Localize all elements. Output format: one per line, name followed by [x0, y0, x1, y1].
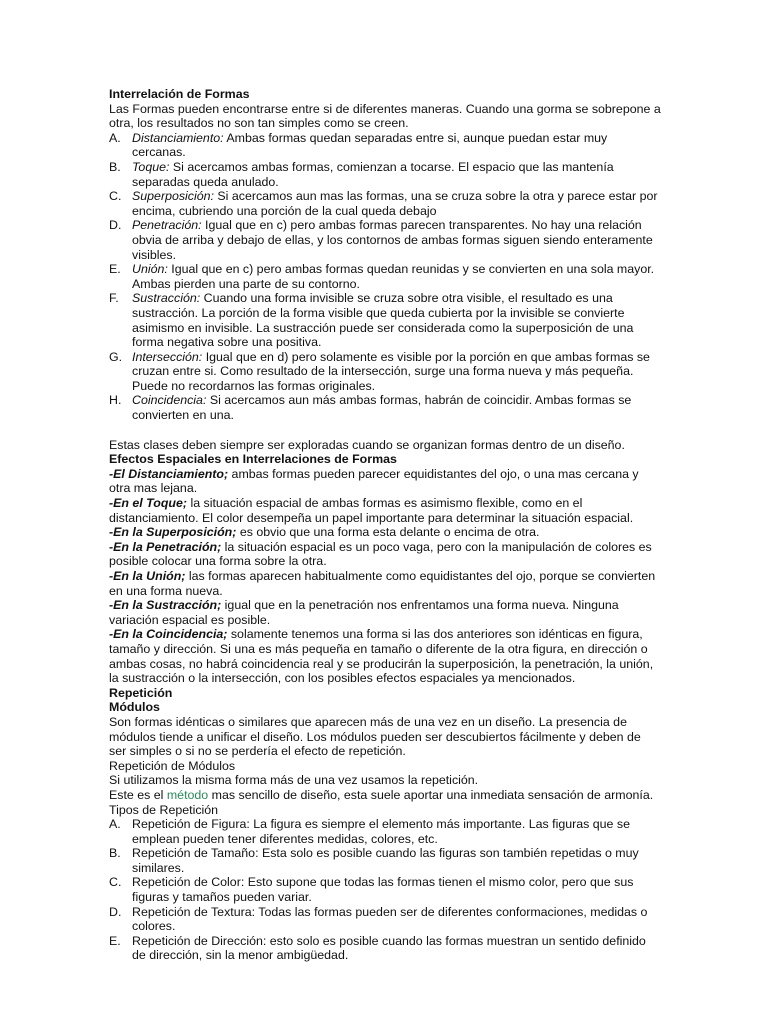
subheading-modulos: Módulos	[109, 700, 160, 715]
term-description: Igual que en d) pero solamente es visible por la porción en que ambas formas se cruzan entre si. Como resultado de la intersección, surge una forma nueva y más pequeña. Puede no recordarnos las formas originales.	[132, 349, 650, 393]
list-item	[109, 846, 661, 875]
term: Toque:	[132, 159, 170, 174]
effect-description: es obvio que una forma esta delante o encima de otra.	[236, 525, 540, 540]
effect-name: -El Distanciamiento;	[109, 466, 229, 481]
effect-description: la situación espacial de ambas formas es asimismo flexible, como en el distanciamiento. El color desempeña un papel importante para determinar la situación espacial.	[109, 496, 634, 525]
list-item	[109, 262, 661, 291]
list-letter: A.	[109, 130, 121, 145]
effect-name: -En la Unión;	[109, 569, 186, 583]
list-letter: B.	[109, 159, 121, 174]
list-letter: C.	[109, 875, 122, 890]
term-description: Igual que en c) pero ambas formas quedan reunidas y se convierten en una sola mayor. Ambas pierden una parte de su contorno.	[132, 262, 655, 291]
list-letter: E.	[109, 933, 121, 948]
list-item	[109, 905, 661, 934]
term: Coincidencia:	[132, 393, 207, 408]
list-item	[109, 218, 661, 262]
list-item	[109, 189, 661, 218]
effect-paragraph	[109, 598, 661, 627]
list-item	[109, 875, 661, 904]
term: Sustracción:	[132, 291, 201, 306]
tipo-description: Repetición de Dirección: esto solo es posible cuando las formas muestran un sentido definido de dirección, sin la menor ambigüedad.	[132, 933, 646, 963]
effect-description: ambas formas pueden parecer equidistantes del ojo, o una mas cercana y otra mas lejana.	[109, 466, 639, 496]
tipo-description: Repetición de Textura: Todas las formas pueden ser de diferentes conformaciones, medidas o colores.	[132, 904, 648, 934]
section-heading-repeticion: Repetición	[109, 685, 173, 700]
metodo-link[interactable]: método	[166, 787, 209, 802]
list-item	[109, 291, 661, 349]
term-description: Si acercamos aun más ambas formas, habrán de coincidir. Ambas formas se convierten en una.	[132, 393, 632, 423]
effect-name: -En la Sustracción;	[109, 598, 222, 613]
list-item	[109, 160, 661, 189]
section-heading-interrelacion: Interrelación de Formas	[109, 87, 250, 101]
term-description: Igual que en c) pero ambas formas parecen transparentes. No hay una relación obvia de arriba y debajo de ellas, y los contornos de ambas formas siguen siendo enteramente visibles.	[132, 218, 653, 262]
repeticion-modulos-title: Repetición de Módulos	[109, 758, 236, 773]
term-description: Si acercamos ambas formas, comienzan a tocarse. El espacio que las mantenía separadas queda anulado.	[132, 159, 614, 189]
method-text-after: mas sencillo de diseño, esta suele aportar una inmediata sensación de armonía.	[208, 787, 654, 802]
closing-paragraph: Estas clases deben siempre ser exploradas cuando se organizan formas dentro de un diseño.	[109, 437, 625, 452]
list-item	[109, 131, 661, 160]
effect-name: -En el Toque;	[109, 496, 188, 511]
effect-paragraph	[109, 540, 661, 569]
tipo-description: Repetición de Color: Esto supone que todas las formas tienen el mismo color, pero que sus figuras y tamaños pueden variar.	[132, 875, 634, 905]
list-item	[109, 817, 661, 846]
list-letter: B.	[109, 846, 121, 861]
term: Intersección:	[132, 349, 203, 364]
term-description: Cuando una forma invisible se cruza sobre otra visible, el resultado es una sustracción. La porción de la forma visible que queda cubierta por la invisible se convierte asimismo en invisible. La sustracción puede ser considerada como la superposición de una forma negativa sobre una positiva.	[132, 291, 634, 350]
intro-paragraph: Las Formas pueden encontrarse entre si de diferentes maneras. Cuando una gorma se sobrepone a otra, los resultados no son tan simples como se creen.	[109, 101, 661, 131]
effect-paragraph	[109, 525, 661, 540]
effect-name: -En la Superposición;	[109, 525, 237, 540]
list-letter: E.	[109, 262, 121, 277]
list-letter: A.	[109, 817, 121, 832]
effect-description: las formas aparecen habitualmente como equidistantes del ojo, porque se convierten en una forma nueva.	[109, 569, 656, 598]
list-letter: D.	[109, 218, 122, 233]
effect-name: -En la Coincidencia;	[109, 627, 228, 642]
effect-paragraph	[109, 627, 661, 685]
term: Distanciamiento:	[132, 130, 224, 145]
effect-paragraph	[109, 496, 661, 525]
tipos-title: Tipos de Repetición	[109, 802, 219, 817]
method-paragraph	[109, 788, 661, 803]
effect-name: -En la Penetración;	[109, 539, 222, 554]
section-heading-efectos: Efectos Espaciales en Interrelaciones de Formas	[109, 452, 397, 467]
term: Unión:	[132, 262, 168, 277]
effect-description: igual que en la penetración nos enfrentamos una forma nueva. Ninguna variación espacial es posible.	[109, 598, 619, 627]
term: Penetración:	[132, 218, 202, 233]
tipos-list	[109, 817, 661, 963]
term-description: Si acercamos aun mas las formas, una se cruza sobre la otra y parece estar por encima, cubriendo una porción de la cual queda debajo	[132, 189, 658, 218]
list-letter: F.	[109, 291, 119, 306]
term: Superposición:	[132, 189, 214, 204]
tipo-description: Repetición de Figura: La figura es siempre el elemento más importante. Las figuras que se emplean pueden tener diferentes medidas, colores, etc.	[132, 817, 630, 846]
tipo-description: Repetición de Tamaño: Esta solo es posible cuando las figuras son también repetidas o muy similares.	[132, 846, 639, 875]
list-item	[109, 393, 661, 422]
list-letter: D.	[109, 904, 122, 919]
list-item	[109, 934, 661, 963]
interrelation-list	[109, 131, 661, 423]
paragraph-spacer	[109, 423, 661, 438]
list-letter: G.	[109, 349, 123, 364]
repeticion-modulos-text: Si utilizamos la misma forma más de una vez usamos la repetición.	[109, 773, 479, 788]
effect-description: la situación espacial es un poco vaga, pero con la manipulación de colores es posible colocar una forma sobre la otra.	[109, 539, 652, 569]
term-description: Ambas formas quedan separadas entre si, aunque puedan estar muy cercanas.	[132, 130, 608, 160]
effect-description: solamente tenemos una forma si las dos anteriores son idénticas en figura, tamaño y dirección. Si una es más pequeña en tamaño o diferente de la otra figura, en dirección o ambas cosas, no habrá coincidencia real y se producirán la superposición, la penetración, la unión, la sustracción o la intersección, con los posibles efectos espaciales ya mencionados.	[109, 627, 654, 686]
method-text-before: Este es el	[109, 787, 167, 802]
list-letter: H.	[109, 393, 122, 408]
list-letter: C.	[109, 189, 122, 204]
effect-paragraph	[109, 467, 661, 496]
document-page	[109, 87, 661, 963]
list-item	[109, 350, 661, 394]
modulos-paragraph: Son formas idénticas o similares que aparecen más de una vez en un diseño. La presencia de módulos tiende a unificar el diseño. Los módulos pueden ser descubiertos fácilmente y deben de ser simples o si no se perdería el efecto de repetición.	[109, 714, 641, 759]
effect-paragraph	[109, 569, 661, 598]
